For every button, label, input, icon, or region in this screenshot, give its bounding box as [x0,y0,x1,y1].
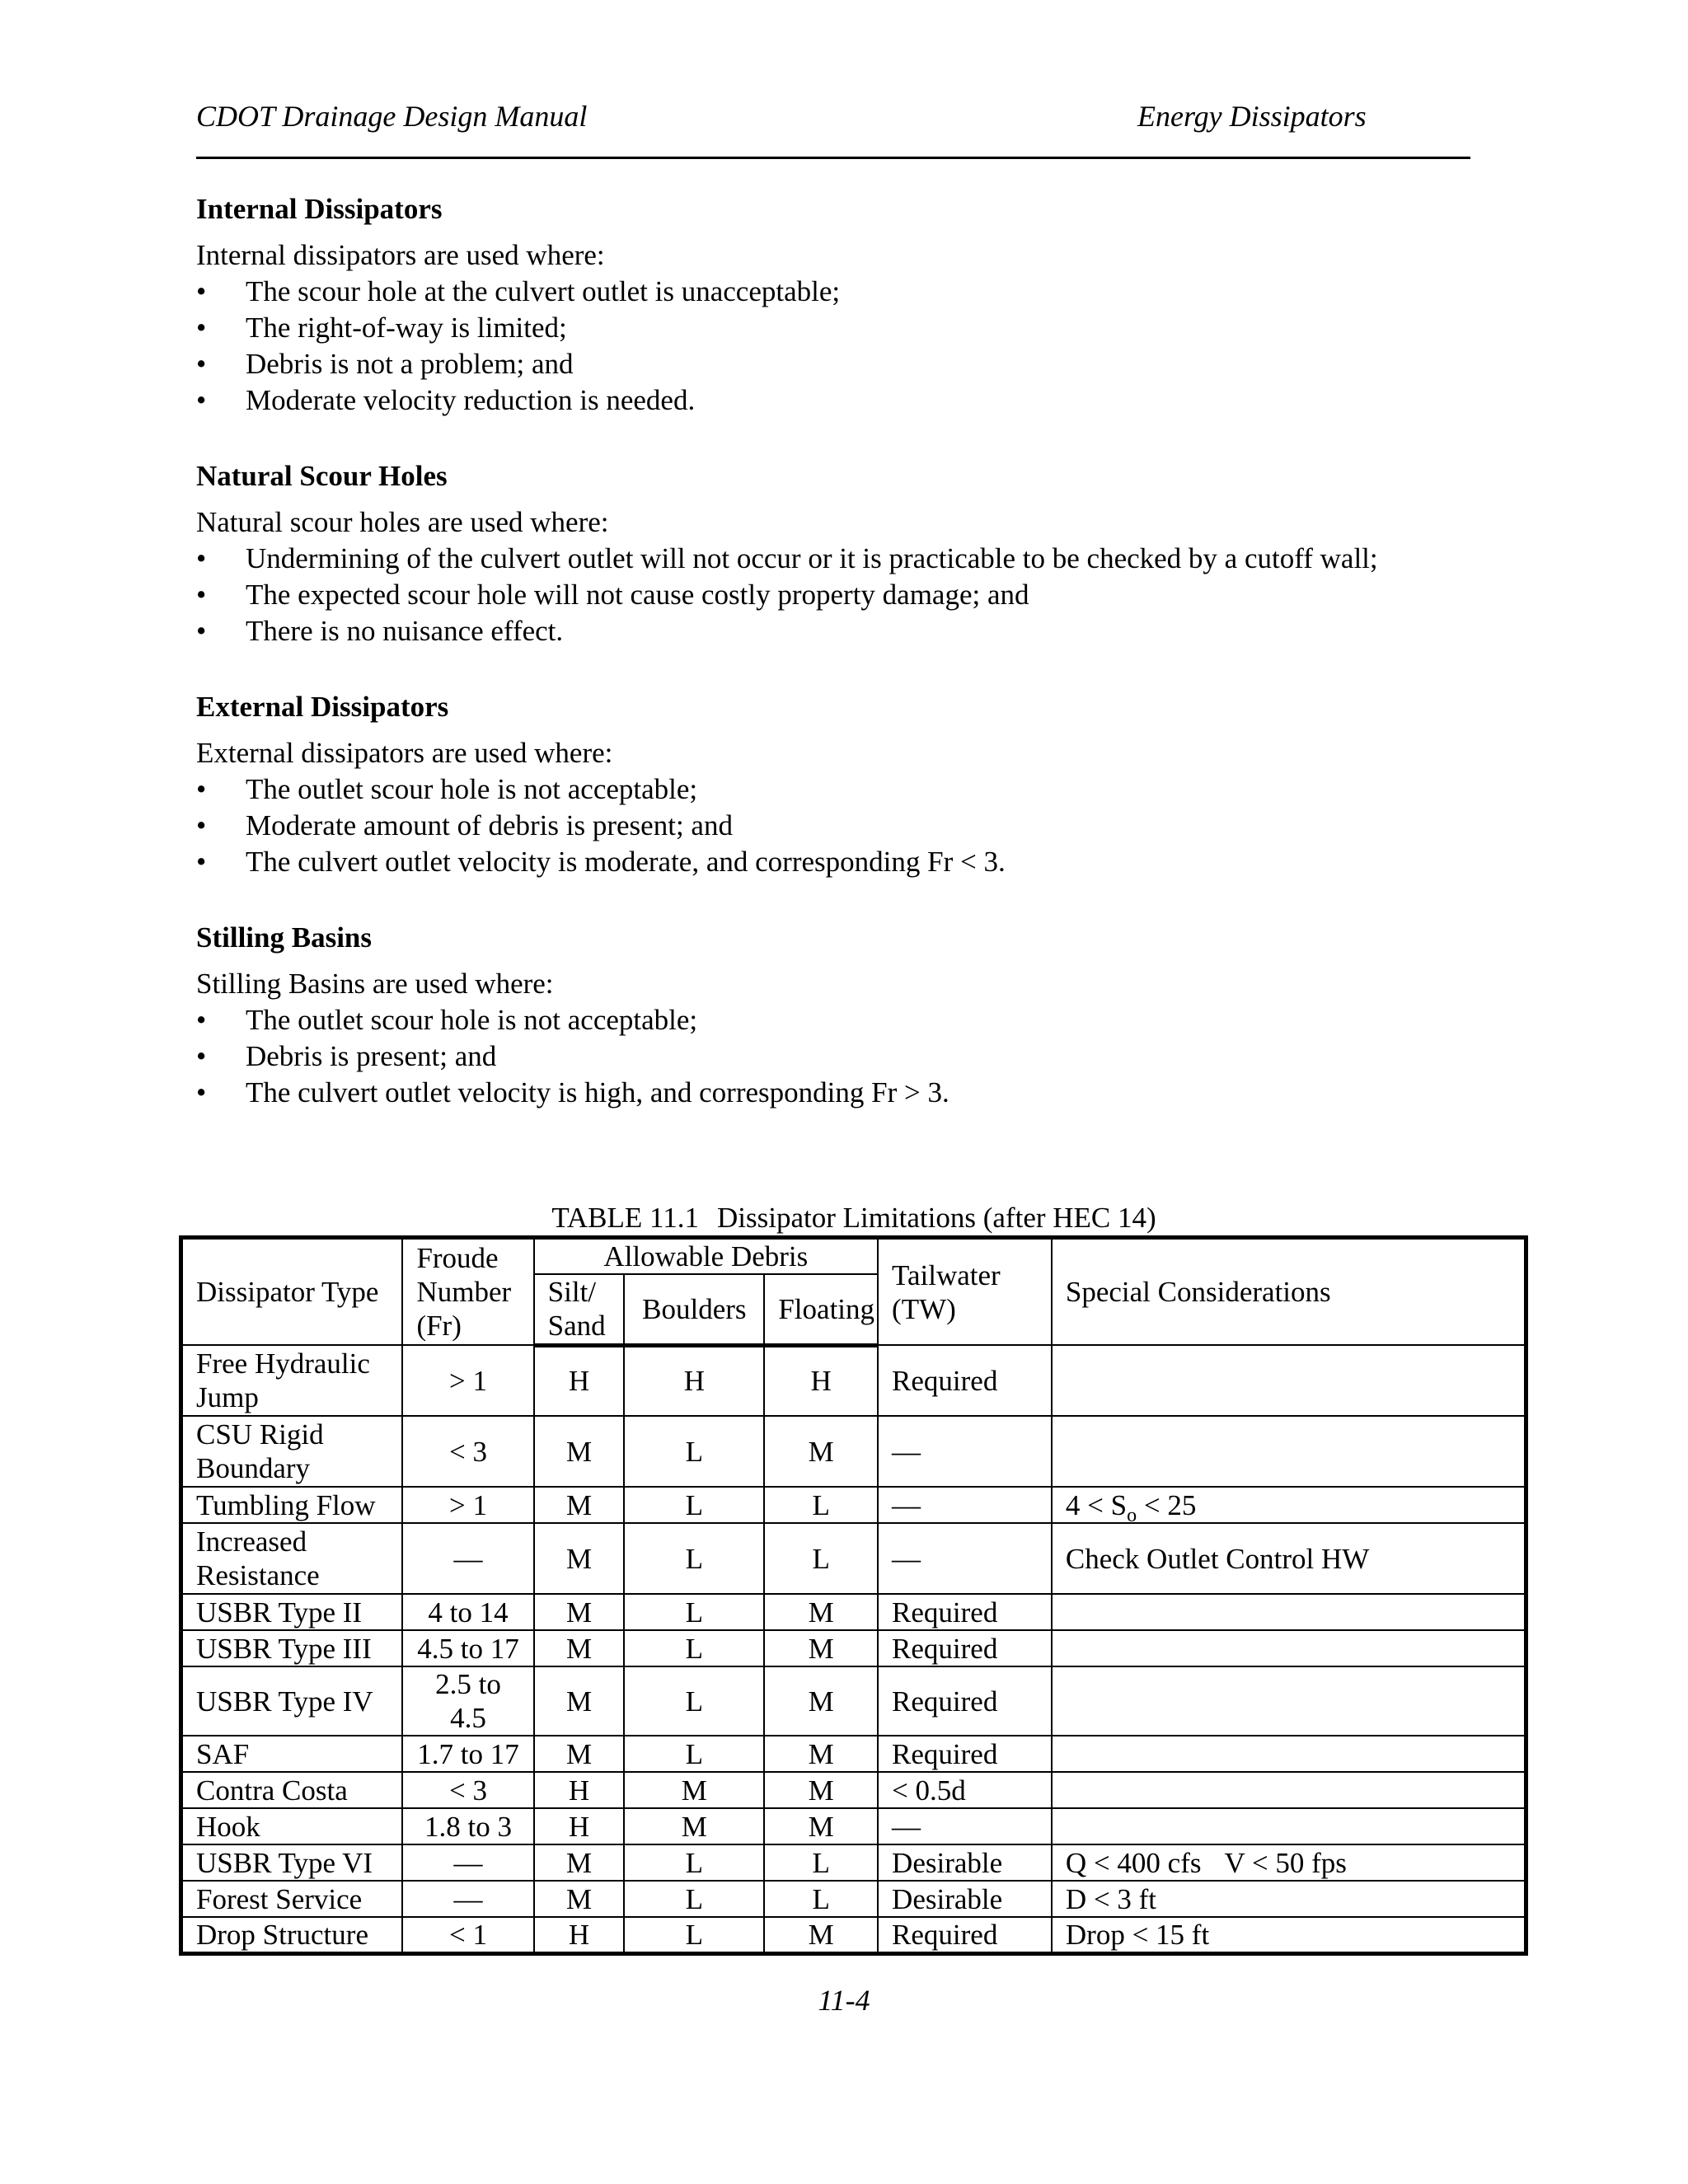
header-line: Froude [416,1242,499,1274]
chapter-title: Energy Dissipators [1137,100,1367,133]
section-intro: Internal dissipators are used where: [196,239,605,271]
section-title: External Dissipators [196,691,449,723]
cell-silt: M [534,1630,625,1666]
cell-froude: 4 to 14 [402,1594,533,1630]
table-row [181,1345,1526,1416]
cell-type: USBR Type II [181,1594,403,1630]
cell-type: USBR Type III [181,1630,403,1666]
section-intro: Stilling Basins are used where: [196,968,554,1000]
header-line: Sand [547,1310,606,1343]
list-item: • The culvert outlet velocity is high, and corresponding Fr > 3. [196,1075,1482,1111]
cell-floating: M [764,1772,878,1808]
cell-tailwater: Required [878,1345,1052,1416]
cell-tailwater: Required [878,1666,1052,1736]
cell-floating: M [764,1736,878,1772]
cell-tailwater: < 0.5d [878,1772,1052,1808]
cell-floating: M [764,1666,878,1736]
list-item: • Debris is not a problem; and [196,346,1482,382]
cell-special: Check Outlet Control HW [1052,1523,1526,1594]
table-row [181,1881,1526,1917]
cell-froude: 1.8 to 3 [402,1808,533,1844]
page-header [196,96,1470,159]
cell-special [1052,1844,1526,1881]
header-floating: Floating [764,1274,878,1345]
list-item: • The outlet scour hole is not acceptable; [196,771,1482,808]
cell-boulders: L [624,1666,764,1736]
section-natural-scour-holes [196,458,1482,649]
cell-line: Boundary [196,1452,311,1484]
cell-boulders: M [624,1772,764,1808]
table-row [181,1736,1526,1772]
cell-special [1052,1772,1526,1808]
header-froude-number [402,1238,533,1346]
section-title: Internal Dissipators [196,193,443,225]
header-tailwater [878,1238,1052,1346]
bullet-list [196,1002,1482,1111]
cell-tailwater: Desirable [878,1881,1052,1917]
cell-froude: — [402,1523,533,1594]
cell-froude: < 1 [402,1917,533,1954]
header-boulders: Boulders [624,1274,764,1345]
cell-froude: 4.5 to 17 [402,1630,533,1666]
cell-line: CSU Rigid [196,1418,324,1451]
cell-tailwater: Required [878,1736,1052,1772]
cell-froude: 1.7 to 17 [402,1736,533,1772]
header-line: Silt/ [547,1276,597,1309]
cell-tailwater: Desirable [878,1844,1052,1881]
cell-boulders: L [624,1844,764,1881]
cell-special [1052,1594,1526,1630]
list-item: • The expected scour hole will not cause costly property damage; and [196,577,1482,613]
cell-silt: M [534,1594,625,1630]
cell-floating: M [764,1630,878,1666]
cell-special [1052,1736,1526,1772]
table-row [181,1523,1526,1594]
header-line: (TW) [892,1292,956,1325]
list-item: • The culvert outlet velocity is moderate, and corresponding Fr < 3. [196,844,1482,880]
cell-tailwater: — [878,1523,1052,1594]
table-row [181,1487,1526,1523]
page-number: 11-4 [818,1984,870,2017]
cell-type [181,1523,403,1594]
cell-type: Contra Costa [181,1772,403,1808]
section-external-dissipators [196,689,1482,880]
cell-silt: M [534,1881,625,1917]
cell-type: USBR Type VI [181,1844,403,1881]
manual-title: CDOT Drainage Design Manual [196,100,588,133]
header-allowable-debris: Allowable Debris [534,1238,878,1275]
cell-special: D < 3 ft [1052,1881,1526,1917]
cell-floating: M [764,1917,878,1954]
cell-boulders: H [624,1345,764,1416]
cell-boulders: L [624,1523,764,1594]
list-item: • Debris is present; and [196,1038,1482,1075]
cell-floating: M [764,1416,878,1487]
cell-froude: — [402,1844,533,1881]
header-line: Number [416,1276,512,1308]
cell-type: Hook [181,1808,403,1844]
cell-boulders: L [624,1630,764,1666]
table-caption [180,1200,1528,1236]
cell-silt: M [534,1844,625,1881]
cell-type: Tumbling Flow [181,1487,403,1523]
cell-type: USBR Type IV [181,1666,403,1736]
list-item: • The outlet scour hole is not acceptable; [196,1002,1482,1038]
special-text: < 25 [1137,1488,1197,1521]
cell-special [1052,1666,1526,1736]
header-special-considerations: Special Considerations [1052,1238,1526,1346]
cell-boulders: L [624,1917,764,1954]
table-row [181,1416,1526,1487]
cell-silt: H [534,1772,625,1808]
cell-special [1052,1487,1526,1526]
cell-floating: L [764,1487,878,1523]
special-text: Q < 400 cfs [1065,1846,1202,1879]
section-internal-dissipators [196,191,1482,419]
table-row [181,1594,1526,1630]
cell-floating: M [764,1808,878,1844]
cell-silt: M [534,1523,625,1594]
cell-line: Increased [196,1526,307,1558]
cell-special: Drop < 15 ft [1052,1917,1526,1954]
cell-floating: L [764,1881,878,1917]
cell-boulders: L [624,1881,764,1917]
cell-silt: H [534,1808,625,1844]
cell-floating: L [764,1844,878,1881]
table-row [181,1917,1526,1954]
header-dissipator-type: Dissipator Type [181,1238,403,1346]
cell-line: Jump [196,1381,259,1413]
list-item: • The right-of-way is limited; [196,310,1482,346]
cell-froude: 2.5 to 4.5 [402,1666,533,1736]
cell-froude: > 1 [402,1345,533,1416]
section-title: Stilling Basins [196,921,373,954]
cell-type: Drop Structure [181,1917,403,1954]
cell-froude: < 3 [402,1772,533,1808]
cell-boulders: L [624,1594,764,1630]
cell-type: Forest Service [181,1881,403,1917]
body-content [196,191,1482,1151]
bullet-list [196,771,1482,880]
cell-silt: M [534,1487,625,1523]
table-row [181,1630,1526,1666]
cell-froude: > 1 [402,1487,533,1523]
cell-tailwater: Required [878,1594,1052,1630]
table-number: TABLE 11.1 [551,1202,699,1234]
cell-special [1052,1630,1526,1666]
cell-boulders: L [624,1487,764,1523]
table-row [181,1666,1526,1736]
cell-special [1052,1808,1526,1844]
table-row [181,1844,1526,1881]
cell-type [181,1345,403,1416]
cell-floating: H [764,1345,878,1416]
table-row [181,1772,1526,1808]
cell-froude: — [402,1881,533,1917]
list-item: • There is no nuisance effect. [196,613,1482,649]
section-stilling-basins [196,920,1482,1111]
cell-froude: < 3 [402,1416,533,1487]
cell-type: SAF [181,1736,403,1772]
cell-silt: H [534,1345,625,1416]
section-title: Natural Scour Holes [196,460,448,492]
header-silt-sand [534,1274,625,1345]
section-intro: External dissipators are used where: [196,737,613,769]
cell-special [1052,1416,1526,1487]
header-line: Tailwater [892,1258,1001,1291]
header-line: (Fr) [416,1310,462,1342]
cell-silt: M [534,1416,625,1487]
cell-line: Resistance [196,1559,320,1591]
section-intro: Natural scour holes are used where: [196,506,609,538]
cell-line: Free Hydraulic [196,1347,370,1380]
cell-tailwater: Required [878,1630,1052,1666]
cell-silt: H [534,1917,625,1954]
list-item: • Moderate amount of debris is present; and [196,808,1482,844]
list-item: • Moderate velocity reduction is needed. [196,382,1482,419]
cell-type [181,1416,403,1487]
cell-boulders: L [624,1736,764,1772]
list-item: • The scour hole at the culvert outlet is unacceptable; [196,274,1482,310]
cell-silt: M [534,1736,625,1772]
cell-boulders: M [624,1808,764,1844]
cell-tailwater: — [878,1416,1052,1487]
cell-tailwater: Required [878,1917,1052,1954]
list-item: • Undermining of the culvert outlet will not occur or it is practicable to be checked by a cutoff wall; [196,541,1482,577]
table-row [181,1808,1526,1844]
table-title: Dissipator Limitations (after HEC 14) [716,1202,1156,1234]
bullet-list [196,274,1482,419]
subscript-o: o [1127,1504,1137,1526]
cell-floating: M [764,1594,878,1630]
bullet-list [196,541,1482,649]
cell-floating: L [764,1523,878,1594]
special-text: 4 < S [1065,1488,1128,1521]
dissipator-limitations-table [179,1235,1528,1956]
special-text: V < 50 fps [1224,1846,1347,1879]
cell-special [1052,1345,1526,1416]
cell-silt: M [534,1666,625,1736]
cell-boulders: L [624,1416,764,1487]
cell-tailwater: — [878,1808,1052,1844]
cell-tailwater: — [878,1487,1052,1523]
